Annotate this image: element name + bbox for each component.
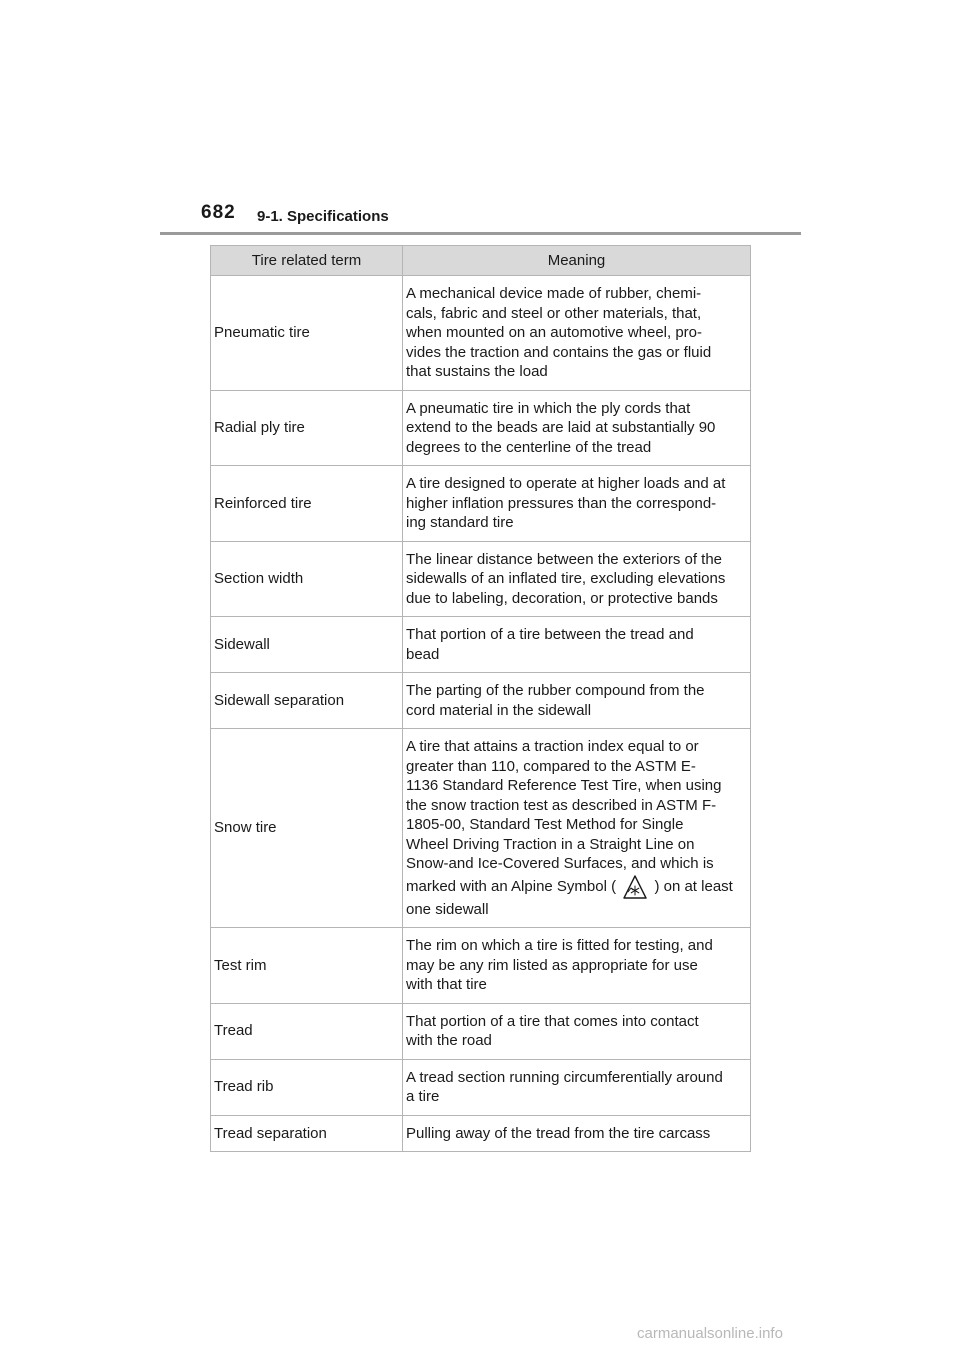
section-title: 9-1. Specifications bbox=[257, 208, 389, 225]
column-header-term: Tire related term bbox=[211, 246, 403, 276]
meaning-cell bbox=[403, 390, 751, 466]
meaning-text: That portion of a tire between the tread and bead bbox=[406, 626, 694, 663]
table-row bbox=[211, 466, 751, 542]
meaning-cell bbox=[403, 1115, 751, 1152]
meaning-text: Pulling away of the tread from the tire carcass bbox=[406, 1124, 711, 1142]
table-row bbox=[211, 729, 751, 928]
term-cell: Tread rib bbox=[211, 1059, 403, 1115]
term-cell: Tread bbox=[211, 1003, 403, 1059]
table-row bbox=[211, 617, 751, 673]
table-row bbox=[211, 1003, 751, 1059]
table-row bbox=[211, 276, 751, 391]
term-cell: Tread separation bbox=[211, 1115, 403, 1152]
column-header-meaning: Meaning bbox=[403, 246, 751, 276]
meaning-text-symbol-after: ) on at least one sidewall bbox=[406, 877, 733, 918]
meaning-cell bbox=[403, 466, 751, 542]
term-cell: Sidewall separation bbox=[211, 673, 403, 729]
meaning-text-symbol-before: marked with an Alpine Symbol ( bbox=[406, 877, 617, 895]
meaning-cell bbox=[403, 617, 751, 673]
meaning-text: That portion of a tire that comes into contact with the road bbox=[406, 1012, 699, 1049]
meaning-cell bbox=[403, 276, 751, 391]
alpine-mountain-snowflake-icon bbox=[622, 874, 648, 900]
page-number: 682 bbox=[201, 202, 236, 223]
meaning-cell bbox=[403, 1003, 751, 1059]
meaning-text: The parting of the rubber compound from the cord material in the sidewall bbox=[406, 682, 705, 719]
term-cell: Radial ply tire bbox=[211, 390, 403, 466]
meaning-text: A tread section running circumferentially around a tire bbox=[406, 1068, 723, 1105]
meaning-cell bbox=[403, 1059, 751, 1115]
meaning-text: The linear distance between the exteriors of the sidewalls of an inflated tire, excluding elevations due to labeling, decoration, or protective bands bbox=[406, 550, 726, 607]
term-cell: Test rim bbox=[211, 928, 403, 1004]
meaning-text: A pneumatic tire in which the ply cords that extend to the beads are laid at substantially 90 degrees to the centerline of the tread bbox=[406, 399, 716, 456]
meaning-text: The rim on which a tire is fitted for testing, and may be any rim listed as appropriate for use with that tire bbox=[406, 937, 713, 993]
meaning-cell bbox=[403, 541, 751, 617]
meaning-cell bbox=[403, 673, 751, 729]
header-divider bbox=[160, 232, 801, 235]
table-row bbox=[211, 1115, 751, 1152]
table-header-row bbox=[211, 246, 751, 276]
term-cell: Section width bbox=[211, 541, 403, 617]
table-row bbox=[211, 673, 751, 729]
term-cell: Reinforced tire bbox=[211, 466, 403, 542]
table-row bbox=[211, 390, 751, 466]
tire-terms-table bbox=[210, 245, 751, 1152]
meaning-text: A tire designed to operate at higher loads and at higher inflation pressures than the correspond- ing standard tire bbox=[406, 475, 726, 531]
term-cell: Pneumatic tire bbox=[211, 276, 403, 391]
table-row bbox=[211, 928, 751, 1004]
meaning-text: A mechanical device made of rubber, chemi- cals, fabric and steel or other materials, that, when mounted on an automotive wheel, pro- vides the traction and contains the gas or fluid that sustains the load bbox=[406, 285, 712, 380]
meaning-text: A tire that attains a traction index equal to or greater than 110, compared to the ASTM E- 1136 Standard Reference Test Tire, when using the snow traction test as described in ASTM F- 1805-00, Standard Test Method for Single Wheel Driving Traction in a Straight Line on Snow-and Ice-Covered Surfaces, and which is bbox=[406, 738, 722, 872]
watermark-link[interactable]: carmanualsonline.info bbox=[637, 1325, 783, 1342]
table-row bbox=[211, 541, 751, 617]
term-cell: Snow tire bbox=[211, 729, 403, 928]
table-row bbox=[211, 1059, 751, 1115]
meaning-cell bbox=[403, 928, 751, 1004]
term-cell: Sidewall bbox=[211, 617, 403, 673]
meaning-cell bbox=[403, 729, 751, 928]
